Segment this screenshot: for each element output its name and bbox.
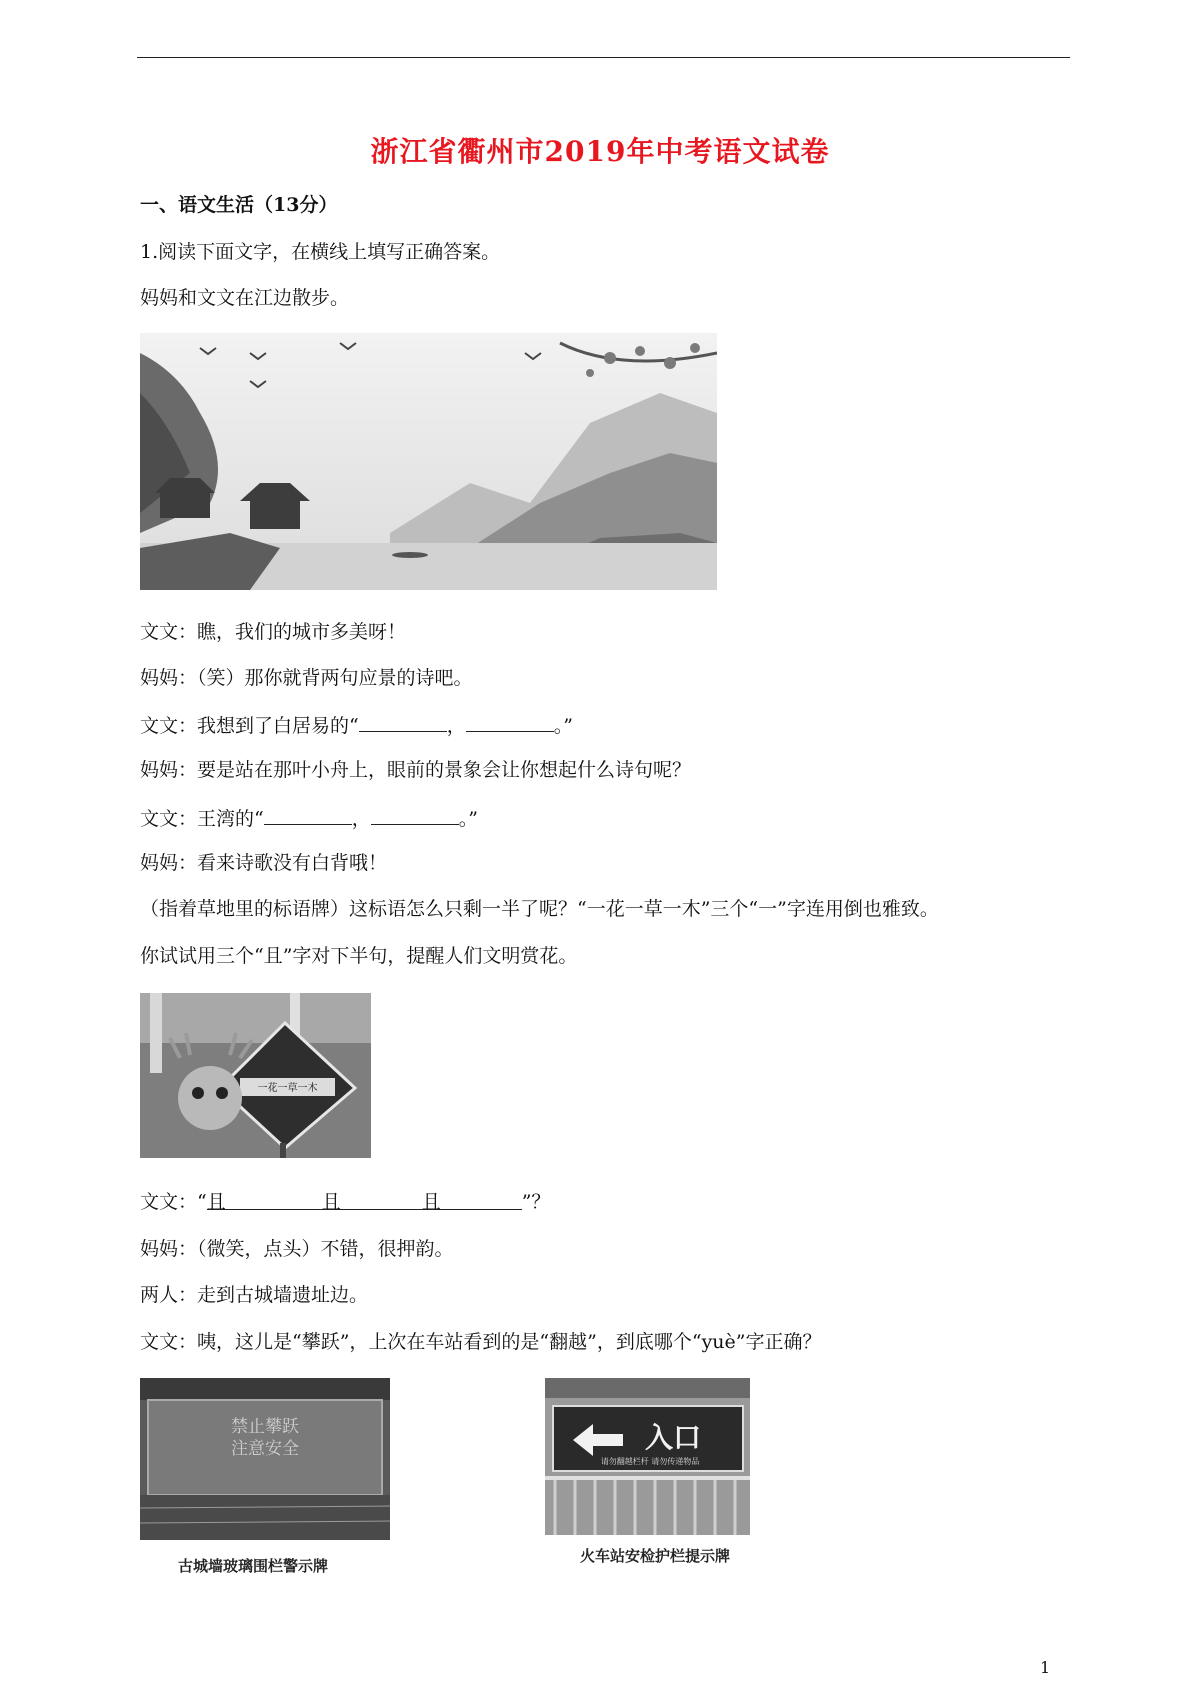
entrance-sign-subtext: 请勿翻越栏杆 请勿传递物品: [600, 1457, 700, 1466]
sign-text: 一花一草一木: [257, 1083, 318, 1094]
answer-blank[interactable]: 且: [207, 1190, 322, 1210]
page-number: 1: [1040, 1658, 1051, 1677]
dialogue-line-1: 文文：瞧，我们的城市多美呀！: [140, 621, 407, 643]
entrance-sign-text: 入口: [645, 1421, 702, 1454]
answer-blank[interactable]: [359, 712, 447, 732]
slogan-sign-photo: [140, 993, 371, 1158]
dialogue-line-2: 妈妈：（笑）那你就背两句应景的诗吧。: [140, 667, 473, 689]
entrance-sign-photo: [545, 1378, 750, 1535]
answer-blank[interactable]: 且: [322, 1190, 422, 1210]
figure-caption: 古城墙玻璃围栏警示牌: [178, 1557, 329, 1575]
dialogue-line-12: 文文：咦，这儿是“攀跃”，上次在车站看到的是“翻越”，到底哪个“yuè”字正确？: [140, 1331, 822, 1353]
dialogue-line-7: （指着草地里的标语牌）这标语怎么只剩一半了呢？“一花一草一木”三个“一”字连用倒也雅致。: [140, 898, 939, 920]
intro-line: 妈妈和文文在江边散步。: [140, 287, 350, 309]
dialogue-line-9: 文文：“且 且 且 ”？: [140, 1191, 551, 1213]
dialogue-line-8: 你试试用三个“且”字对下半句，提醒人们文明赏花。: [140, 945, 578, 967]
ink-landscape-image: [140, 333, 717, 590]
dialogue-line-6: 妈妈：看来诗歌没有白背哦！: [140, 852, 388, 874]
wall-sign-text: 注意安全: [231, 1439, 299, 1459]
dialogue-line-4: 妈妈：要是站在那叶小舟上，眼前的景象会让你想起什么诗句呢？: [140, 759, 692, 781]
figure-caption: 火车站安检护栏提示牌: [580, 1547, 731, 1565]
wall-sign-photo: [140, 1378, 390, 1540]
section-heading: 一、语文生活（13分）: [140, 194, 338, 216]
answer-blank[interactable]: [264, 805, 352, 825]
dialogue-line-5: 文文：王湾的“ ， 。”: [140, 805, 478, 831]
header-rule: [137, 57, 1070, 58]
answer-blank[interactable]: [466, 712, 554, 732]
dialogue-line-3: 文文：我想到了白居易的“ ， 。”: [140, 712, 573, 738]
answer-blank[interactable]: 且: [422, 1190, 522, 1210]
answer-blank[interactable]: [371, 805, 459, 825]
dialogue-line-10: 妈妈：（微笑，点头）不错，很押韵。: [140, 1238, 454, 1260]
dialogue-line-11: 两人：走到古城墙遗址边。: [140, 1284, 369, 1306]
question-1: 1.阅读下面文字，在横线上填写正确答案。: [140, 241, 501, 263]
wall-sign-text: 禁止攀跃: [231, 1417, 299, 1437]
page-title: 浙江省衢州市2019年中考语文试卷: [370, 135, 830, 168]
